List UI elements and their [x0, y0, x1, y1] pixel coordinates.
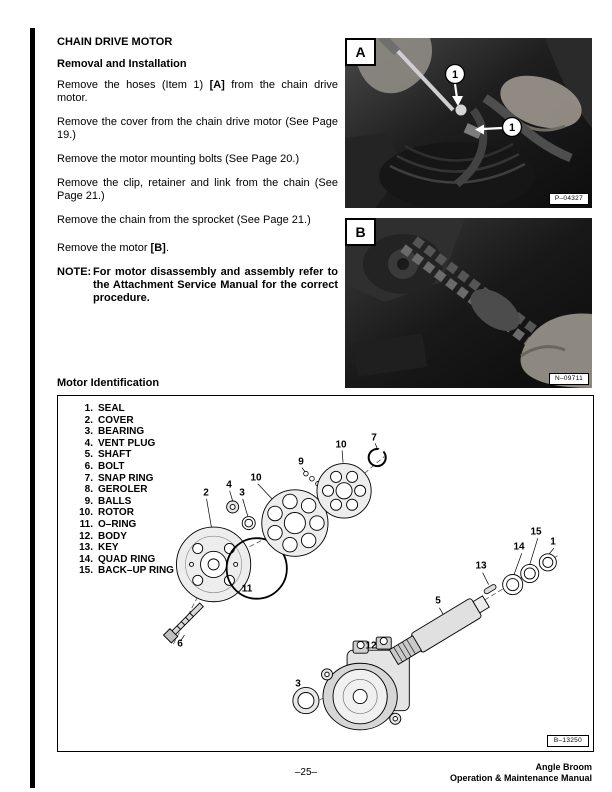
part-row [72, 565, 174, 577]
note-text: For motor disassembly and assembly refer to the Attachment Service Manual for the correct procedure. [93, 266, 338, 304]
diagram-callout: 5 [435, 595, 441, 607]
figure-b-photo [345, 218, 592, 388]
part-number: 1. [84, 403, 93, 414]
part-number: 14. [79, 553, 93, 565]
part-row [72, 438, 174, 450]
diagram-callout: 9 [298, 456, 304, 468]
para-remove-clip: Remove the clip, retainer and link from the chain (See Page 21.) [57, 177, 338, 202]
diagram-part-snap-ring [369, 446, 386, 466]
diagram-part-seal-rings [503, 554, 557, 595]
para-text: Remove the motor [57, 242, 151, 254]
motor-shape [379, 142, 535, 208]
para-text: Remove the hoses (Item 1) [57, 79, 210, 91]
figure-a-label: A [345, 38, 376, 66]
binding-bar [30, 28, 35, 788]
diagram-callout: 10 [335, 439, 347, 451]
diagram-part-shaft [388, 592, 491, 667]
figure-b-image [345, 218, 592, 388]
part-name: QUAD RING [98, 553, 156, 565]
figure-b-label: B [345, 218, 376, 246]
part-number: 6. [84, 460, 93, 472]
para-remove-hoses [57, 79, 338, 105]
parts-list [72, 403, 174, 577]
diagram-callout: 13 [475, 560, 487, 572]
part-number: 15. [79, 565, 93, 577]
diagram-callout: 12 [365, 640, 377, 652]
diagram-callout: 3 [239, 487, 245, 499]
part-number: 11. [79, 518, 93, 530]
figure-a-code: P–04327 [549, 193, 589, 205]
diagram-callout: 1 [550, 536, 556, 548]
part-name: COVER [98, 414, 134, 426]
part-number: 7. [84, 472, 93, 484]
figure-ref-a: [A] [209, 79, 225, 91]
part-name: VENT PLUG [98, 437, 156, 449]
para-remove-chain: Remove the chain from the sprocket (See Page 21.) [57, 214, 311, 226]
part-name: BOLT [98, 460, 125, 472]
part-row [72, 496, 174, 508]
diagram-part-rotor [317, 464, 371, 518]
part-number: 4. [84, 437, 93, 449]
diagram-callout: 15 [530, 526, 542, 538]
diagram-callout: 3 [295, 678, 301, 690]
part-number: 8. [84, 484, 93, 496]
para-remove-motor [57, 242, 338, 255]
part-name: KEY [98, 542, 119, 554]
part-row [72, 426, 174, 438]
part-number: 5. [84, 449, 93, 461]
part-row [72, 484, 174, 496]
part-row [72, 542, 174, 554]
page-number: –25– [294, 767, 318, 778]
part-name: BALLS [98, 495, 132, 507]
diagram-callout: 7 [371, 432, 377, 444]
footer-doc-title: Angle Broom [535, 762, 592, 772]
part-number: 3. [84, 426, 93, 438]
part-name: BODY [98, 530, 127, 542]
footer-doc-subtitle: Operation & Maintenance Manual [449, 773, 592, 783]
part-number: 10. [79, 507, 93, 519]
part-name: SNAP RING [98, 472, 154, 484]
diagram-callout: 11 [241, 583, 253, 595]
motor-identification-heading: Motor Identification [57, 377, 160, 389]
part-row [72, 519, 174, 531]
diagram-part-key [483, 584, 497, 595]
part-row [72, 415, 174, 427]
diagram-callout: 10 [250, 472, 262, 484]
diagram-part-bearing-lower [293, 687, 319, 713]
diagram-callout: 14 [513, 541, 525, 553]
part-row [72, 507, 174, 519]
part-row [72, 461, 174, 473]
part-number: 12. [79, 530, 93, 542]
part-row [72, 473, 174, 485]
diagram-code: B–13250 [547, 735, 589, 747]
article-title: CHAIN DRIVE MOTOR [57, 36, 173, 48]
diagram-part-bearing-upper [242, 517, 255, 530]
part-row [72, 554, 174, 566]
part-name: SHAFT [98, 449, 132, 461]
text-column [57, 36, 338, 305]
footer [450, 762, 592, 784]
figure-a-photo [345, 38, 592, 208]
note-label: NOTE: [57, 266, 92, 278]
para-remove-cover: Remove the cover from the chain drive motor (See Page 19.) [57, 116, 338, 141]
motor-identification-figure [57, 395, 594, 752]
part-name: O–RING [98, 518, 137, 530]
part-row [72, 531, 174, 543]
diagram-callout: 4 [226, 479, 232, 491]
part-name: SEAL [98, 403, 125, 414]
figure-ref-b: [B] [150, 242, 166, 254]
part-name: ROTOR [98, 507, 134, 519]
part-row [72, 449, 174, 461]
part-number: 9. [84, 495, 93, 507]
part-name: BEARING [98, 426, 145, 438]
diagram-callout: 6 [177, 638, 183, 650]
para-remove-bolts: Remove the motor mounting bolts (See Page 20.) [57, 153, 300, 165]
part-name: BACK–UP RING [98, 565, 174, 577]
removal-installation-heading: Removal and Installation [57, 58, 187, 70]
para-text: . [165, 242, 169, 254]
part-row [72, 403, 174, 415]
diagram-part-bolt [164, 601, 206, 643]
part-number: 13. [79, 542, 93, 554]
figure-a-callout: 1 [508, 122, 516, 134]
diagram-callout: 2 [203, 487, 209, 499]
figure-b-code: N–09711 [549, 373, 589, 385]
diagram-part-cover [176, 527, 250, 602]
part-number: 2. [84, 414, 93, 426]
part-name: GEROLER [98, 484, 148, 496]
figure-a-callout: 1 [451, 69, 459, 81]
figure-a-image [345, 38, 592, 208]
diagram-part-vent-plug [227, 501, 239, 513]
note-block [57, 266, 338, 305]
para-text: from the chain drive motor. [57, 79, 338, 104]
